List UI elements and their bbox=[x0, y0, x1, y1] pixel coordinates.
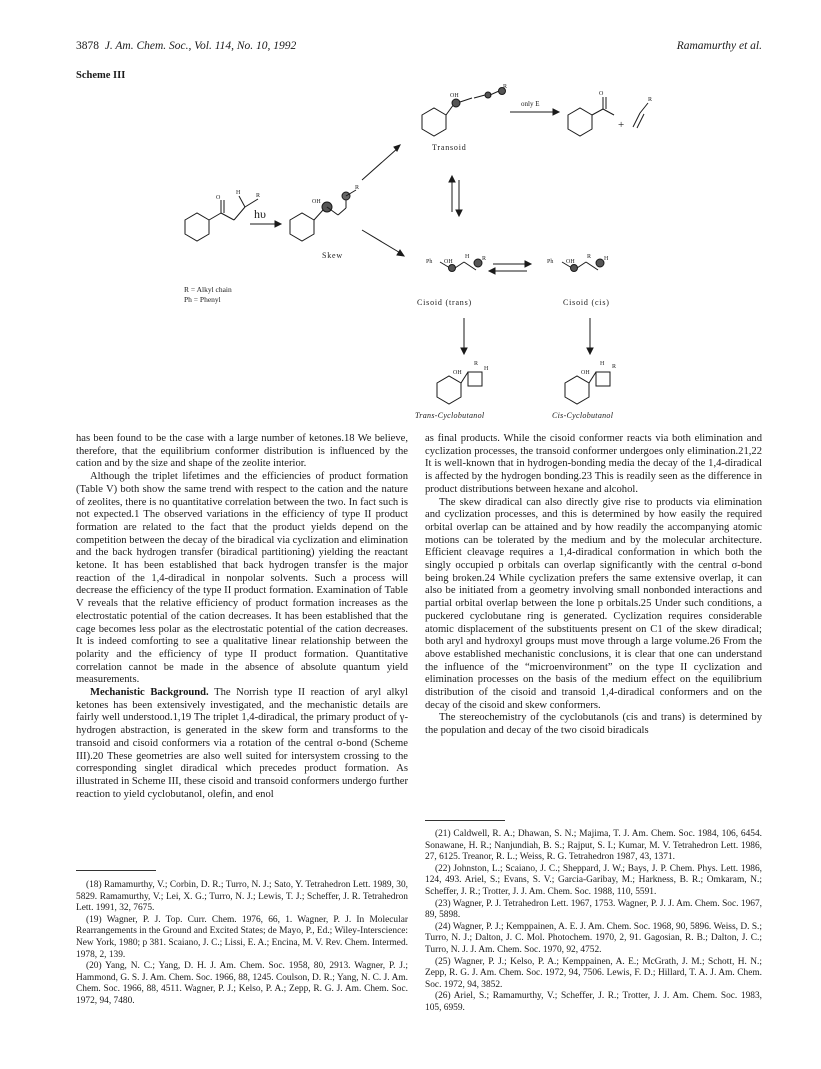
olefin-product bbox=[633, 103, 648, 128]
footnote-rule bbox=[76, 870, 156, 871]
running-authors: Ramamurthy et al. bbox=[676, 40, 762, 52]
scheme-title: Scheme III bbox=[76, 70, 126, 81]
atom-oh: OH bbox=[453, 370, 462, 376]
footnote-rule bbox=[425, 820, 505, 821]
atom-r: R bbox=[256, 193, 261, 199]
reference-18: (18) Ramamurthy, V.; Corbin, D. R.; Turro, N. J.; Sato, Y. Tetrahedron Lett. 1989, 30, 5829. Ramamurthy, V.; Lei, X. G.; Turro, N. J.; Lewis, T. J.; Scheffer, J. R. Tetrahedron Lett. 1991, 32, 7675. bbox=[76, 880, 408, 914]
atom-oh: OH bbox=[312, 199, 321, 205]
paragraph: has been found to be the case with a large number of ketones.18 We believe, therefore, that the equilibrium conformer distribution is influenced by the cation and by the size and shape of the zeolite interior. bbox=[76, 433, 408, 470]
references-left bbox=[76, 880, 408, 1008]
journal-citation: J. Am. Chem. Soc., Vol. 114, No. 10, 1992 bbox=[104, 40, 297, 52]
atom-h: H bbox=[484, 366, 489, 372]
transoid-diradical bbox=[422, 88, 506, 137]
atom-oh: OH bbox=[444, 259, 453, 265]
atom-o: O bbox=[599, 91, 604, 97]
label-cisoid-cis: Cisoid (cis) bbox=[563, 298, 610, 307]
paragraph: Although the triplet lifetimes and the efficiencies of product formation (Table V) both show the same trend with respect to the cation and the nature of zeolites, there is no quantitative correlation between the two. In fact such is not expected.1 The observed variations in the efficiency of type II product formation are related to the fact that the product yields depend on the competition between the decay of the biradical via cyclization and elimination and the back hydrogen transfer (biradical partitioning) yielding the reactant ketone. It has been established that back hydrogen transfer is the major reaction of the 1,4-diradical in nonpolar solvents. Such a process will decrease the efficiency of the type II product formation. Examination of Table V reveals that the relative efficiency of product formation increases as the electrostatic potential of the cation decreases. It has been established that the cage becomes less polar as the electrostatic potential of the cation decreases. It is indeed comforting to see a qualitative linear relationship between the polarity and the efficiency of type II product formation. Quantitative correlation cannot be made in the absence of absolute quantum yield measurements. bbox=[76, 471, 408, 686]
atom-h: H bbox=[600, 361, 605, 367]
atom-h: H bbox=[465, 254, 470, 260]
label-transoid: Transoid bbox=[432, 143, 467, 152]
atom-r: R bbox=[612, 364, 617, 370]
reference-23: (23) Wagner, P. J. Tetrahedron Lett. 1967, 1753. Wagner, P. J. J. Am. Chem. Soc. 1967, 89, 5898. bbox=[425, 898, 762, 921]
paragraph: Mechanistic Background. The Norrish type II reaction of aryl alkyl ketones has been extensively investigated, and the mechanistic details are fairly well understood.1,19 The triplet 1,4-diradical, the primary product of γ-hydrogen abstraction, is generated in the skew form and transforms to the transoid and cisoid conformers via a rotation of the central σ-bond (Scheme III).20 These geometries are also well suited for intersystem crossing to the corresponding singlet diradical which precedes product formation. As illustrated in Scheme III, these cisoid and transoid conformers undergo further reaction to yield cyclobutanol, olefin, and enol bbox=[76, 687, 408, 800]
reference-21: (21) Caldwell, R. A.; Dhawan, S. N.; Majima, T. J. Am. Chem. Soc. 1984, 106, 6454. Sonawane, H. R.; Nanjundiah, B. S.; Rajput, S. I.; Kumar, M. V. Tetrahedron Lett. 1986, 27, 6125. Treanor, R. L.; Weiss, R. G. Tetrahedron 1987, 43, 1371. bbox=[425, 829, 762, 863]
cis-cyclobutanol bbox=[565, 372, 610, 404]
atom-oh: OH bbox=[581, 370, 590, 376]
paragraph: The skew diradical can also directly give rise to products via elimination and cyclization processes, and this is determined by how easily the required orbital overlap can be attained and by how readily the accompanying atomic motions can be tolerated by the medium and by the molecular architecture. Efficient cleavage requires a 1,4-diradical conformation in which both the singly occupied p orbitals can overlap significantly with the central σ-bond being broken.24 While cyclization prefers the same extensive overlap, it can also be initiated from a geometry involving small nonbonded interactions and partial orbital overlap between the lone p orbitals.25 Under such conditions, a puckered cyclobutane ring is generated. Cyclization requires considerable atomic displacement of the substituents present on C1 of the skew diradical; both aryl and hydroxyl groups must move through a large volume.26 From the above established mechanistic conclusions, it is clear that one can understand the influence of the “microenvironment” on the type II cyclization and elimination processes on the basis of the medium effect on the equilibrium distribution of the cisoid and transoid 1,4-diradical conformers and on the decay of the cisoid and skew conformers. bbox=[425, 496, 762, 711]
skew-diradical bbox=[290, 190, 356, 241]
label-trans-cyclobutanol: Trans-Cyclobutanol bbox=[415, 411, 485, 420]
atom-ph: Ph bbox=[426, 259, 433, 265]
reference-26: (26) Ariel, S.; Ramamurthy, V.; Scheffer, J. R.; Trotter, J. J. Am. Chem. Soc. 1983, 105, 6959. bbox=[425, 991, 762, 1013]
legend-r: R = Alkyl chain bbox=[184, 285, 232, 294]
reference-25: (25) Wagner, P. J.; Kelso, P. A.; Kemppainen, A. E.; McGrath, J. M.; Schott, H. N.; Zepp, R. G. J. Am. Chem. Soc. 1972, 94, 7506. Lewis, F. D.; Hillard, T. A. J. Am. Chem. Soc. 1972, 94, 3852. bbox=[425, 956, 762, 990]
atom-r: R bbox=[503, 84, 508, 90]
atom-oh: OH bbox=[566, 259, 575, 265]
trans-cyclobutanol bbox=[437, 372, 482, 404]
section-heading: Mechanistic Background. bbox=[90, 687, 209, 699]
label-cisoid-trans: Cisoid (trans) bbox=[417, 298, 472, 307]
atom-o: O bbox=[216, 195, 221, 201]
reference-20: (20) Yang, N. C.; Yang, D. H. J. Am. Chem. Soc. 1958, 80, 2913. Wagner, P. J.; Hammond, G. S. J. Am. Chem. Soc. 1966, 88, 1245. Coulson, D. R.; Yang, N. C. J. Am. Chem. Soc. 1966, 88, 4511. Wagner, P. J.; Kelso, P. A.; Zepp, R. G. J. Am. Chem. Soc. 1972, 94, 7480. bbox=[76, 961, 408, 1006]
ketone-molecule bbox=[185, 196, 258, 241]
atom-ph: Ph bbox=[547, 259, 554, 265]
reference-24: (24) Wagner, P. J.; Kemppainen, A. E. J. Am. Chem. Soc. 1968, 90, 5896. Weiss, D. S.; Turro, N. J.; Dalton, J. C. Mol. Photochem. 1970, 2, 91. Gagosian, R. B.; Dalton, J. C.; Turro, N. J. J. Am. Chem. Soc. 1970, 92, 4752. bbox=[425, 921, 762, 955]
atom-r: R bbox=[587, 254, 592, 260]
right-column bbox=[425, 433, 762, 738]
atom-r: R bbox=[355, 185, 360, 191]
reference-22: (22) Johnston, L.; Scaiano, J. C.; Sheppard, J. W.; Bays, J. P. Chem. Phys. Lett. 1986, 124, 493. Ariel, S.; Evans, S. V.; Garcia-Garibay, M.; Harkness, B. R.; Omkaram, N.; Scheffer, J. R.; Trotter, J. J. Am. Chem. Soc. 1988, 110, 5591. bbox=[425, 863, 762, 897]
paragraph: The stereochemistry of the cyclobutanols (cis and trans) is determined by the population and decay of the two cisoid biradicals bbox=[425, 712, 762, 737]
only-e-label: only E bbox=[521, 100, 540, 108]
left-column bbox=[76, 433, 408, 801]
acetophenone-product bbox=[568, 97, 614, 136]
reaction-scheme bbox=[0, 0, 821, 440]
legend-ph: Ph = Phenyl bbox=[184, 295, 221, 304]
reference-19: (19) Wagner, P. J. Top. Curr. Chem. 1976, 66, 1. Wagner, P. J. In Molecular Rearrangements in the Ground and Excited States; de Mayo, P., Ed.; Wiley-Interscience: New York, 1980; p 381. Scaiano, J. C.; Lissi, E. A.; Encina, M. V. Rev. Chem. Intermed. 1978, 2, 139. bbox=[76, 914, 408, 960]
page-number: 3878 bbox=[76, 40, 99, 52]
paragraph: as final products. While the cisoid conformer reacts via both elimination and cyclization processes, the transoid conformer undergoes only elimination.21,22 It is well-known that in hydrogen-bonding media the decay of the 1,4-diradical is affected by the hydrogen bonding.23 This is readily seen as the difference in product distributions between hexane and alcohol. bbox=[425, 433, 762, 495]
plus-sign: + bbox=[618, 119, 625, 131]
atom-r: R bbox=[648, 97, 653, 103]
atom-h: H bbox=[604, 256, 609, 262]
label-skew: Skew bbox=[322, 251, 343, 260]
atom-r: R bbox=[482, 256, 487, 262]
atom-oh: OH bbox=[450, 93, 459, 99]
references-right bbox=[425, 829, 762, 1015]
atom-r: R bbox=[474, 361, 479, 367]
atom-h: H bbox=[236, 190, 241, 196]
hv-label: hυ bbox=[254, 207, 266, 221]
label-cis-cyclobutanol: Cis-Cyclobutanol bbox=[552, 411, 614, 420]
